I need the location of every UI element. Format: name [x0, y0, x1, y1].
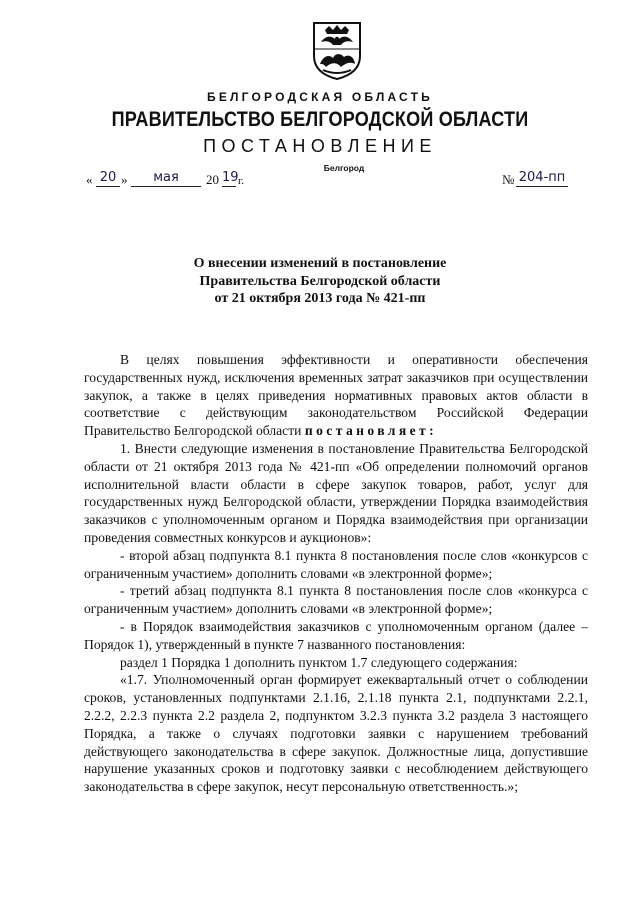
date-line [0, 170, 640, 190]
city-name: Белгород [323, 163, 365, 173]
belgorod-coat-of-arms-icon [311, 20, 363, 80]
document-title [0, 255, 640, 308]
document-body [84, 351, 588, 796]
document-number: 204-пп [516, 170, 568, 187]
date-year-suffix: 19 [222, 170, 239, 185]
date-close-quote: » [121, 172, 128, 187]
resolves-colon: : [429, 423, 434, 439]
clause-1-7-paragraph: «1.7. Уполномоченный орган формирует ежеквартальный отчет о соблюдении сроков, установленных подпунктами 2.1.16, 2.1.18 пункта 2.1, подпунктами 2.2.1, 2.2.2, 2.2.3 пункта 2.2 раздела 2, подпунктом 3.2.3 пункта 3.2 раздела 3 настоящего Порядка, а также о случаях подготовки заявки с нарушением требований действующего законодательства в сфере закупок. Должностные лица, допустившие нарушение указанных сроков и подготовку заявки с несоблюдением действующего законодательства в сфере закупок, несут персональную ответственность.»; [84, 672, 588, 795]
date-day: 20 [96, 170, 120, 187]
section-paragraph: раздел 1 Порядка 1 дополнить пунктом 1.7 следующего содержания: [120, 654, 518, 670]
document-type: ПОСТАНОВЛЕНИЕ [203, 136, 437, 156]
date-open-quote: « [86, 172, 93, 187]
item-1-paragraph: 1. Внести следующие изменения в постановление Правительства Белгородской области от 21 октября 2013 года № 421-пп «Об определении полномочий органов исполнительной власти области в сфере закупок товаров, работ, услуг для государственных нужд Белгородской области, утверждении Порядка взаимодействия заказчиков с уполномоченным органом и Порядка взаимодействия при организации проведения совместных конкурсов и аукционов»: [84, 440, 588, 545]
date-month: мая [131, 170, 201, 187]
date-year-unit: г. [238, 175, 245, 187]
number-label: № [502, 172, 515, 187]
preamble-paragraph [84, 351, 588, 440]
government-name: ПРАВИТЕЛЬСТВО БЕЛГОРОДСКОЙ ОБЛАСТИ [111, 108, 529, 131]
title-line-2: Правительства Белгородской области [199, 273, 441, 289]
region-name: БЕЛГОРОДСКАЯ ОБЛАСТЬ [207, 90, 433, 104]
bullet-3-paragraph: - в Порядок взаимодействия заказчиков с уполномоченным органом (далее – Порядок 1), утвержденный в пункте 7 названного постановления: [84, 618, 588, 652]
preamble-text: В целях повышения эффективности и оперативности обеспечения государственных нужд, исключения временных затрат заказчиков при осуществлении закупок, а также в целях приведения нормативных правовых актов области в соответствие с действующим законодательством Российской Федерации Правительство Белгородской области [84, 352, 588, 439]
bullet-1-paragraph: - второй абзац подпункта 8.1 пункта 8 постановления после слов «конкурсов с ограниченным участием» дополнить словами «в электронной форме»; [84, 547, 588, 581]
title-line-3: от 21 октября 2013 года № 421-пп [214, 291, 426, 306]
date-year-prefix: 20 [206, 172, 219, 187]
title-line-1: О внесении изменений в постановление [193, 256, 447, 271]
resolves-word: постановляет [304, 423, 430, 439]
bullet-2-paragraph: - третий абзац подпункта 8.1 пункта 8 постановления после слов «конкурса с ограниченным участием» дополнить словами «в электронной форме»; [84, 583, 588, 617]
